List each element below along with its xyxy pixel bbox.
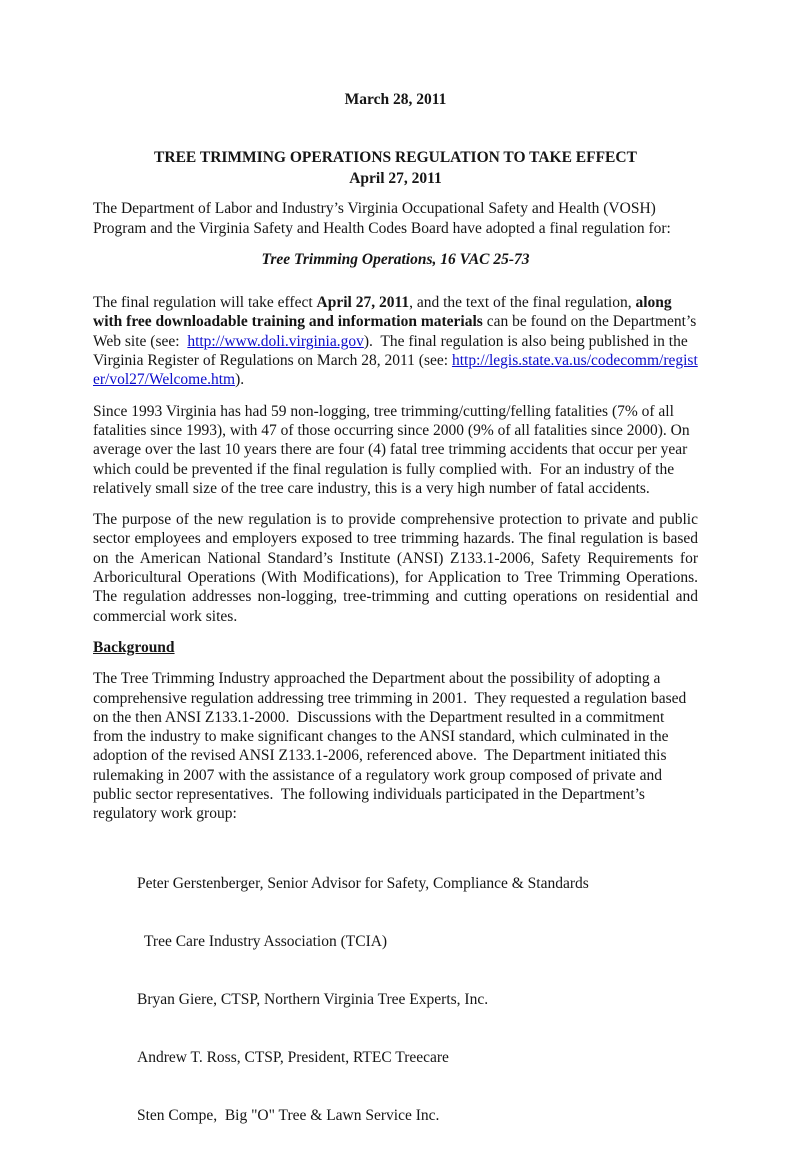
text-segment: ). The final regulation is also being published in the Virginia Register of Regulations on March 28, 2011 (see: <box>93 332 692 370</box>
work-group-member: Bryan Giere, CTSP, Northern Virginia Tree Experts, Inc. <box>137 990 489 1008</box>
work-group-member: Andrew T. Ross, CTSP, President, RTEC Treecare <box>137 1048 449 1066</box>
document-title <box>93 147 698 189</box>
regulation-subject-line: Tree Trimming Operations, 16 VAC 25-73 <box>261 250 530 268</box>
effective-date-bold: April 27, 2011 <box>316 294 410 312</box>
background-heading: Background <box>93 638 175 656</box>
text-segment: ). <box>235 371 245 389</box>
purpose-paragraph: The purpose of the new regulation is to provide comprehensive protection to private and public sector employees and employers exposed to tree trimming hazards. The final regulation is based on the American National Standard’s Institute (ANSI) Z133.1-2006, Safety Requirements for Arboricultural Operations (With Modifications), for Application to Tree Trimming Operations. The regulation addresses non-logging, tree-trimming and cutting operations on residential and commercial work sites. <box>93 511 698 625</box>
text-segment: The final regulation will take effect <box>93 294 317 312</box>
document-title-line-2: April 27, 2011 <box>349 170 442 188</box>
work-group-member-affiliation: Tree Care Industry Association (TCIA) <box>144 933 388 951</box>
document-title-line-1: TREE TRIMMING OPERATIONS REGULATION TO TAKE EFFECT <box>154 149 637 167</box>
effective-date-paragraph <box>93 293 698 389</box>
date-line: March 28, 2011 <box>344 91 447 108</box>
virginia-register-link[interactable]: http://legis.state.va.us/codecomm/register/vol27/Welcome.htm <box>93 352 698 389</box>
doli-website-link[interactable]: http://www.doli.virginia.gov <box>187 332 364 350</box>
materials-bold: along with free downloadable training and information materials <box>93 294 676 331</box>
fatality-statistics-paragraph: Since 1993 Virginia has had 59 non-logging, tree trimming/cutting/felling fatalities (7% of all fatalities since 1993), with 47 of those occurring since 2000 (9% of all fatalities since 2000). On average over the last 10 years there are four (4) fatal tree trimming accidents that occur per year which could be prevented if the final regulation is fully complied with. For an industry of the relatively small size of the tree care industry, this is a very high number of fatal accidents. <box>93 402 694 497</box>
work-group-member: Sten Compe, Big "O" Tree & Lawn Service Inc. <box>137 1106 440 1124</box>
background-paragraph: The Tree Trimming Industry approached the Department about the possibility of adopting a comprehensive regulation addressing tree trimming in 2001. They requested a regulation based on the then ANSI Z133.1-2000. Discussions with the Department resulted in a commitment from the industry to make significant changes to the ANSI standard, which culminated in the adoption of the revised ANSI Z133.1-2006, referenced above. The Department initiated this rulemaking in 2007 with the assistance of a regulatory work group composed of private and public sector representatives. The following individuals participated in the Department’s regulatory work group: <box>93 670 691 823</box>
intro-paragraph: The Department of Labor and Industry’s Virginia Occupational Safety and Health (VOSH) Program and the Virginia Safety and Health Codes Board have adopted a final regulation for: <box>93 200 671 237</box>
text-segment: , and the text of the final regulation, <box>409 294 636 312</box>
text-segment: can be found on the Department’s Web site (see: <box>93 313 700 350</box>
work-group-list <box>93 836 698 1164</box>
work-group-member: Peter Gerstenberger, Senior Advisor for Safety, Compliance & Standards <box>137 875 589 893</box>
